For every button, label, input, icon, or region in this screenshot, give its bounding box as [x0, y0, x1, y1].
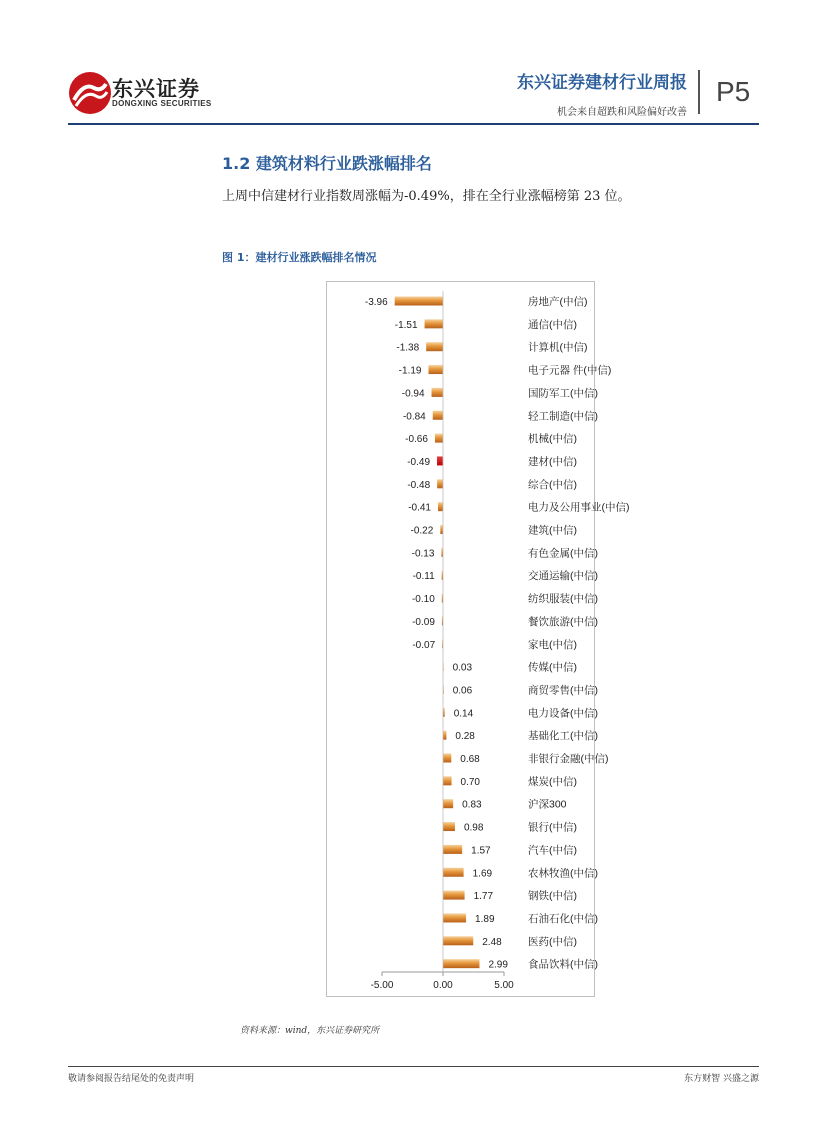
section-title: 1.2 建筑材料行业跌涨幅排名	[222, 154, 432, 173]
data-label: -0.10	[411, 594, 435, 606]
category-label: 沪深300	[528, 798, 567, 811]
category-label: 国防军工(中信)	[528, 387, 598, 400]
data-label: -1.19	[398, 365, 422, 377]
data-label: 1.89	[475, 913, 495, 925]
category-label: 石油石化(中信)	[528, 912, 598, 925]
category-label: 家电(中信)	[528, 638, 577, 651]
bar	[443, 868, 464, 877]
data-label: -0.84	[402, 411, 426, 423]
category-label: 汽车(中信)	[528, 844, 577, 857]
category-label: 医药(中信)	[528, 935, 577, 948]
category-label: 交通运输(中信)	[528, 570, 598, 583]
category-label: 餐饮旅游(中信)	[528, 615, 598, 628]
data-label: -1.51	[394, 319, 418, 331]
bar	[443, 845, 462, 854]
x-tick-label: 5.00	[494, 980, 514, 991]
data-label: -0.11	[412, 571, 435, 583]
bar	[443, 959, 479, 968]
footer-rule	[68, 1066, 759, 1067]
bar	[443, 822, 455, 831]
bar	[443, 891, 465, 900]
category-label: 电力设备(中信)	[528, 707, 598, 720]
logo-text: 东兴证券	[112, 77, 200, 101]
logo-emblem-icon	[68, 70, 112, 116]
data-label: 2.48	[482, 936, 502, 948]
category-label: 轻工制造(中信)	[528, 410, 598, 423]
report-title: 东兴证券建材行业周报	[517, 73, 687, 93]
data-label: -0.48	[407, 479, 431, 491]
data-label: -0.41	[408, 502, 431, 514]
bar	[432, 388, 443, 397]
category-label: 电子元器 件(中信)	[528, 364, 612, 377]
bar	[438, 502, 443, 511]
bar	[443, 936, 473, 945]
category-label: 传媒(中信)	[528, 661, 577, 674]
data-label: -3.96	[364, 297, 388, 308]
footer-disclaimer: 敬请参阅报告结尾处的免责声明	[68, 1074, 195, 1084]
data-label: -0.09	[412, 616, 435, 628]
data-label: 0.14	[453, 708, 474, 720]
category-label: 机械(中信)	[528, 433, 577, 446]
category-label: 有色金属(中信)	[528, 547, 598, 560]
data-label: 0.03	[452, 662, 473, 674]
category-label: 钢铁(中信)	[528, 890, 577, 903]
category-label: 商贸零售(中信)	[528, 684, 598, 697]
x-tick-label: -5.00	[370, 980, 394, 991]
bar	[425, 319, 443, 328]
category-label: 银行(中信)	[528, 821, 577, 834]
bar	[437, 479, 443, 488]
data-label: 1.77	[473, 891, 494, 903]
category-label: 煤炭(中信)	[528, 775, 577, 788]
category-label: 食品饮料(中信)	[528, 958, 598, 971]
data-label: -0.66	[405, 434, 428, 446]
data-label: -0.07	[412, 639, 436, 651]
data-label: 1.57	[471, 845, 491, 857]
data-label: 2.99	[488, 959, 508, 971]
bar	[426, 342, 443, 351]
data-label: -0.22	[410, 525, 434, 537]
logo-subtext: DONGXING SECURITIES	[112, 99, 212, 108]
x-tick-label: 0.00	[433, 980, 453, 991]
category-label: 综合(中信)	[528, 478, 577, 491]
bar	[428, 365, 443, 374]
bar	[437, 456, 443, 465]
section-body: 上周中信建材行业指数周涨幅为-0.49%，排在全行业涨幅榜第 23 位。	[222, 189, 631, 204]
bar	[443, 799, 453, 808]
category-label: 电力及公用事业(中信)	[528, 501, 630, 514]
category-label: 房地产(中信)	[528, 296, 588, 308]
data-label: 0.68	[460, 754, 480, 765]
data-label: 1.69	[472, 868, 493, 880]
category-label: 基础化工(中信)	[528, 730, 598, 743]
report-subtitle: 机会来自超跌和风险偏好改善	[557, 107, 687, 118]
category-label: 通信(中信)	[528, 318, 577, 331]
bar-chart	[326, 281, 630, 997]
category-label: 计算机(中信)	[528, 341, 588, 354]
bar	[433, 411, 443, 420]
bar	[443, 731, 446, 740]
figure-source: 资料来源：wind，东兴证券研究所	[240, 1026, 380, 1036]
category-label: 建材(中信)	[528, 455, 577, 468]
data-label: -0.13	[411, 548, 435, 560]
data-label: -0.49	[407, 456, 431, 468]
bar	[435, 434, 443, 443]
bar	[443, 754, 451, 763]
header-rule	[68, 123, 759, 125]
data-label: 0.70	[460, 776, 481, 788]
footer-slogan: 东方财智 兴盛之源	[684, 1074, 759, 1084]
bar	[440, 525, 443, 534]
figure-title: 图 1：建材行业涨跌幅排名情况	[222, 251, 377, 264]
bar	[443, 776, 452, 785]
data-label: 0.28	[455, 731, 475, 743]
category-label: 农林牧渔(中信)	[528, 867, 598, 880]
data-label: -0.94	[401, 388, 425, 400]
header-divider	[698, 70, 700, 114]
data-label: -1.38	[396, 342, 420, 354]
page-number: P5	[716, 76, 751, 107]
category-label: 非银行金融(中信)	[528, 753, 609, 765]
category-label: 建筑(中信)	[528, 524, 577, 537]
data-label: 0.83	[462, 799, 482, 811]
data-label: 0.98	[463, 822, 484, 834]
data-label: 0.06	[452, 685, 473, 697]
bar	[443, 913, 466, 922]
bar	[395, 297, 443, 306]
category-label: 纺织服装(中信)	[528, 593, 598, 606]
